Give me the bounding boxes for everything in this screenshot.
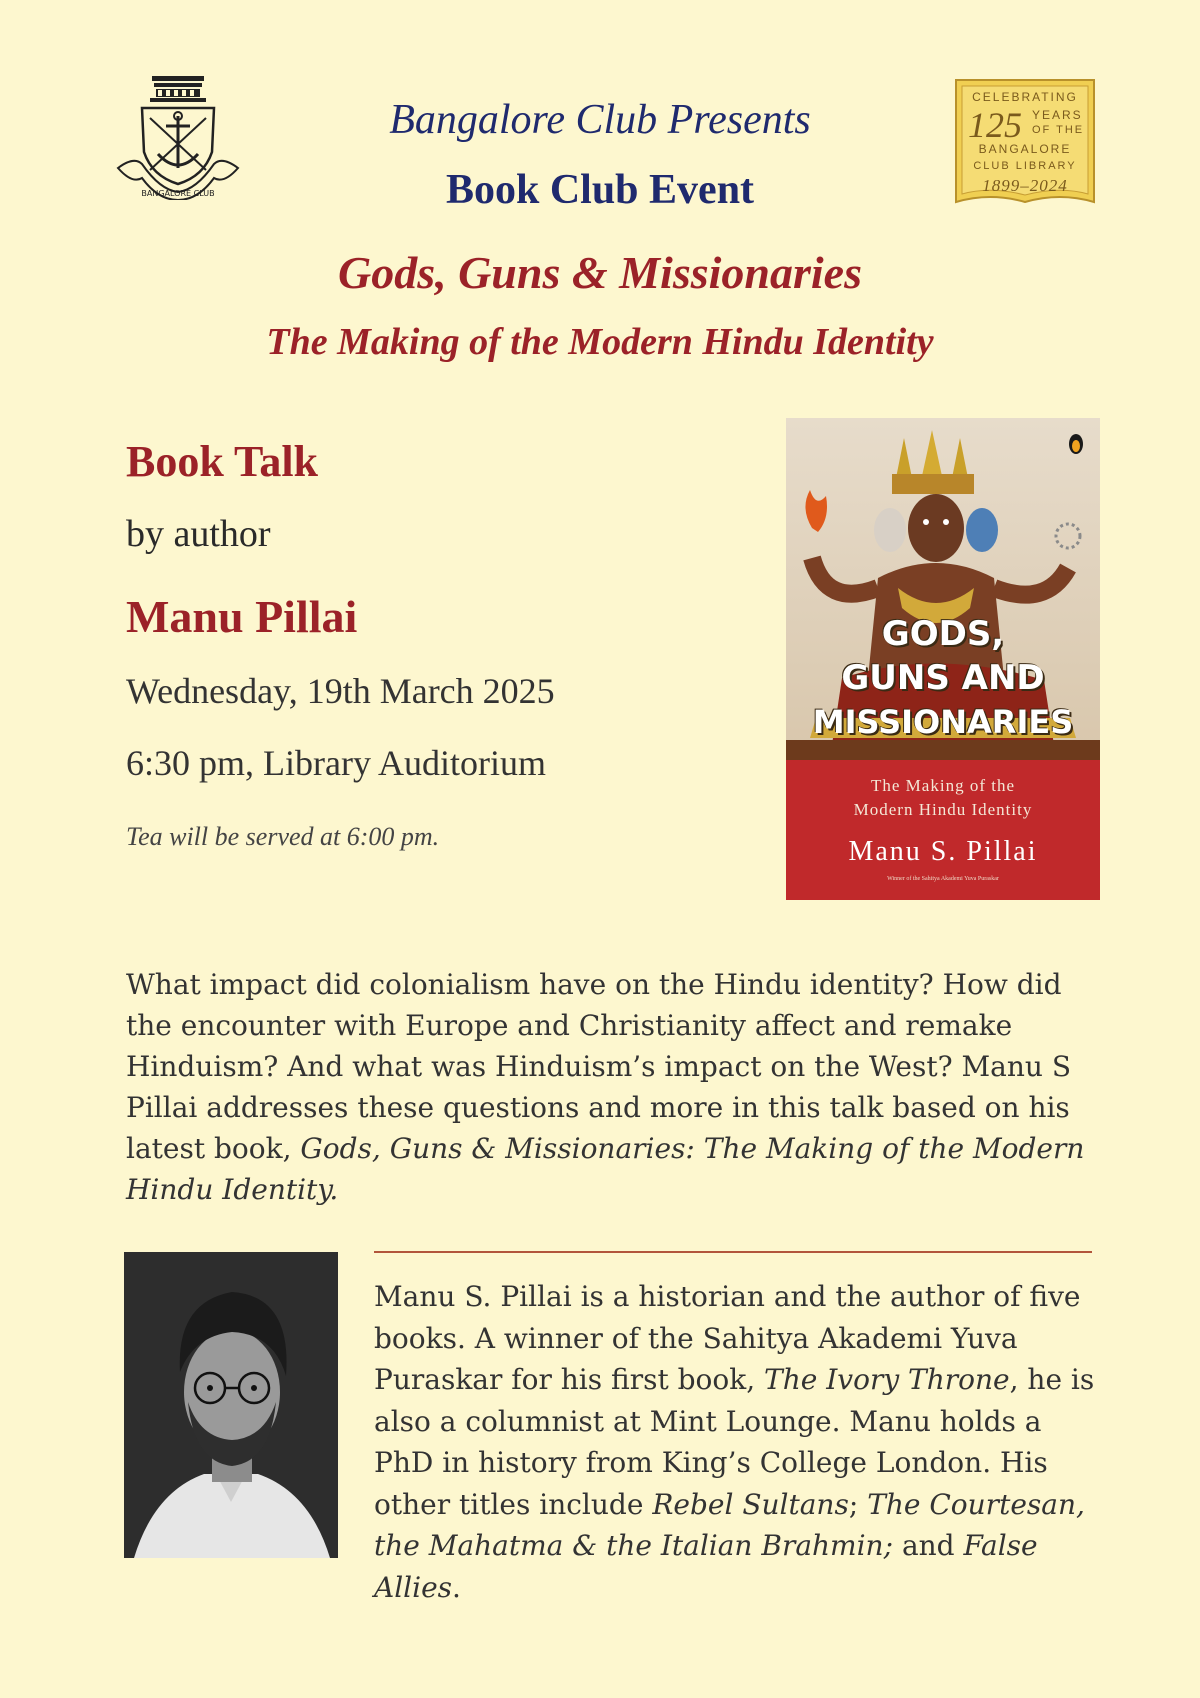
description-book-reference: Gods, Guns & Missionaries: The Making of the Modern Hindu Identity. (126, 1132, 1085, 1206)
badge-number: 125 (968, 105, 1022, 145)
bangalore-club-crest-logo (114, 72, 242, 200)
badge-of-the: OF THE (1032, 124, 1085, 136)
author-name: Manu Pillai (126, 591, 358, 642)
tea-note: Tea will be served at 6:00 pm. (126, 822, 440, 851)
bio-book-false-allies: False Allies (374, 1529, 1038, 1604)
club-presents-heading: Bangalore Club Presents (389, 97, 811, 143)
bio-book-ivory-throne: The Ivory Throne (764, 1363, 1010, 1396)
badge-years: YEARS (1032, 108, 1083, 122)
author-portrait-image (124, 1252, 338, 1558)
cover-subtitle-line1: The Making of the (871, 776, 1015, 795)
bio-text-2: , he is also a columnist at Mint Lounge. Manu holds a PhD in history from King’s College London. His other titles include (374, 1363, 1095, 1521)
bio-book-courtesan: The Courtesan, the Mahatma & the Italian Brahmin; (374, 1487, 1085, 1562)
event-date: Wednesday, 19th March 2025 (126, 671, 555, 711)
event-type-heading: Book Club Event (445, 167, 755, 213)
bio-text-3: ; (848, 1487, 859, 1521)
cover-title-line1: GODS, (881, 614, 1005, 654)
event-description (126, 964, 1086, 1210)
description-text: What impact did colonialism have on the Hindu identity? How did the encounter with Europe and Christianity affect and remake Hinduism? And what was Hinduism’s impact on the West? Manu S Pillai addresses these questions and more in this talk based on his latest book, (126, 968, 1072, 1165)
crest-ribbon-text: BANGALORE CLUB (141, 189, 215, 198)
book-talk-label: Book Talk (126, 437, 319, 486)
badge-years-span: 1899–2024 (982, 176, 1068, 195)
cover-author: Manu S. Pillai (848, 836, 1038, 867)
badge-celebrating: CELEBRATING (972, 90, 1078, 104)
book-title: Gods, Guns & Missionaries (337, 247, 863, 298)
book-cover-image (786, 418, 1100, 900)
library-anniversary-badge (950, 74, 1100, 210)
badge-bangalore: BANGALORE (978, 142, 1072, 156)
cover-title-line3: MISSIONARIES (812, 703, 1074, 741)
cover-prize-line: Winner of the Sahitya Akademi Yuva Puraskar (887, 876, 999, 882)
by-author-label: by author (126, 513, 271, 555)
bio-text-5: . (452, 1570, 461, 1604)
bio-text-4: and (901, 1529, 955, 1562)
badge-club-library: CLUB LIBRARY (973, 160, 1077, 172)
section-divider (374, 1251, 1092, 1253)
cover-title-line2: GUNS AND (841, 658, 1045, 698)
author-photo (124, 1252, 338, 1558)
cover-subtitle-line2: Modern Hindu Identity (853, 800, 1033, 819)
bio-book-rebel-sultans: Rebel Sultans (652, 1487, 849, 1521)
event-time-venue: 6:30 pm, Library Auditorium (126, 743, 546, 783)
book-subtitle: The Making of the Modern Hindu Identity (266, 321, 934, 363)
author-bio (374, 1276, 1104, 1608)
bio-text-1: Manu S. Pillai is a historian and the author of five books. A winner of the Sahitya Akademi Yuva Puraskar for his first book, (374, 1280, 1081, 1396)
